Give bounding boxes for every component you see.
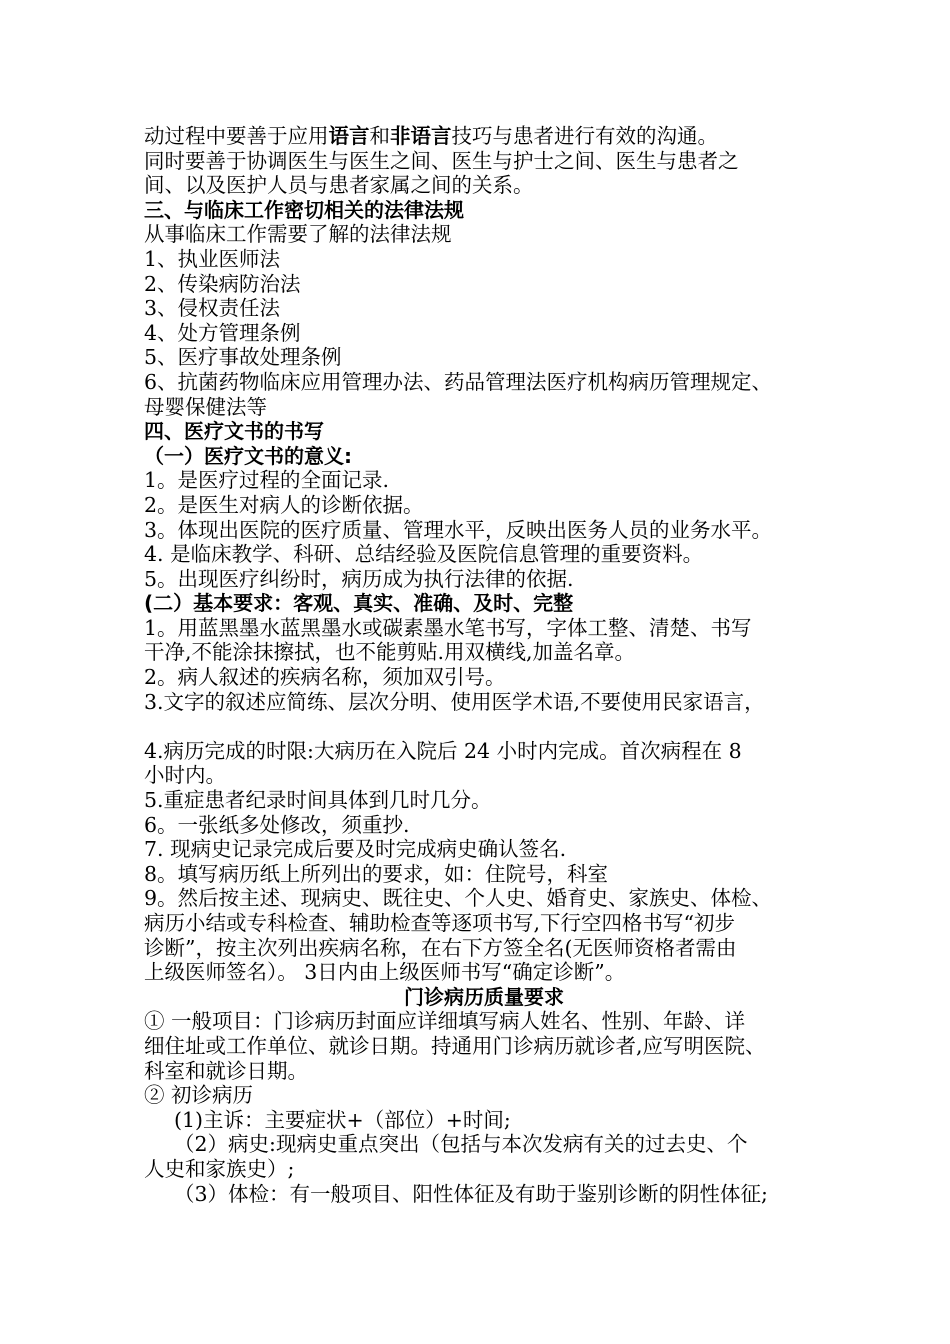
indented-item: （2）病史:现病史重点突出（包括与本次发病有关的过去史、个: [174, 1132, 748, 1157]
list-item: 5、医疗事故处理条例: [144, 345, 342, 370]
list-item: 母婴保健法等: [144, 394, 267, 419]
list-item: 1、执业医师法: [144, 246, 281, 271]
paragraph-line: 细住址或工作单位、就诊日期。持通用门诊病历就诊者,应写明医院、: [144, 1033, 766, 1058]
paragraph-line: 人史和家族史）;: [144, 1156, 295, 1181]
section-title-centered: 门诊病历质量要求: [404, 984, 564, 1009]
list-item: 9。然后按主述、现病史、既往史、个人史、婚育史、家族史、体检、: [144, 886, 773, 911]
list-item: 3。体现出医院的医疗质量、管理水平，反映出医务人员的业务水平。: [144, 517, 773, 542]
text-run: 动过程中要善于应用: [144, 124, 329, 148]
section-heading: 三、与临床工作密切相关的法律法规: [144, 197, 464, 222]
list-item: 7. 现病史记录完成后要及时完成病史确认签名.: [144, 837, 567, 862]
list-item: 3.文字的叙述应简练、层次分明、使用医学术语,不要使用民家语言，: [144, 689, 765, 714]
list-item: 4.病历完成的时限:大病历在入院后 24 小时内完成。首次病程在 8: [144, 738, 742, 763]
bold-term: 语言: [328, 124, 370, 148]
paragraph-line: [144, 124, 824, 149]
list-item: 4. 是临床教学、科研、总结经验及医院信息管理的重要资料。: [144, 542, 704, 567]
subsection-heading: （一）医疗文书的意义:: [144, 443, 352, 468]
paragraph-line: ① 一般项目：门诊病历封面应详细填写病人姓名、性别、年龄、详: [144, 1009, 746, 1034]
list-item: 6。一张纸多处修改，须重抄.: [144, 812, 410, 837]
list-item: 诊断”，按主次列出疾病名称，在右下方签全名(无医师资格者需由: [144, 935, 737, 960]
indented-item: （3）体检：有一般项目、阳性体征及有助于鉴别诊断的阴性体征;: [174, 1181, 768, 1206]
indented-item: (1)主诉：主要症状+（部位）+时间;: [174, 1107, 511, 1132]
text-run: 和: [369, 124, 390, 148]
document-page: [144, 124, 824, 1206]
list-item: 病历小结或专科检查、辅助检查等逐项书写,下行空四格书写“初步: [144, 911, 735, 935]
list-item: 2、传染病防治法: [144, 271, 301, 296]
paragraph-line: 科室和就诊日期。: [144, 1058, 308, 1083]
list-item: 4、处方管理条例: [144, 320, 301, 345]
paragraph-line: 间、以及医护人员与患者家属之间的关系。: [144, 173, 534, 198]
list-item: 干净,不能涂抹擦拭，也不能剪贴.用双横线,加盖名章。: [144, 640, 636, 665]
list-item: 5.重症患者纪录时间具体到几时几分。: [144, 788, 492, 813]
list-item: 1。是医疗过程的全面记录.: [144, 468, 390, 493]
list-item: 6、抗菌药物临床应用管理办法、药品管理法医疗机构病历管理规定、: [144, 369, 773, 394]
section-heading: 四、医疗文书的书写: [144, 419, 324, 444]
text-run: 技巧与患者进行有效的沟通。: [451, 124, 718, 148]
subsection-heading: (二）基本要求：客观、真实、准确、及时、完整: [144, 591, 574, 616]
list-item: 2。病人叙述的疾病名称，须加双引号。: [144, 665, 506, 690]
bold-term: 非语言: [390, 124, 452, 148]
list-item: 5。出现医疗纠纷时，病历成为执行法律的依据.: [144, 566, 574, 591]
paragraph-line: 同时要善于协调医生与医生之间、医生与护士之间、医生与患者之: [144, 148, 739, 173]
blank-line: [144, 714, 824, 739]
list-item: 8。填写病历纸上所列出的要求，如：住院号，科室: [144, 861, 609, 886]
list-item: 小时内。: [144, 763, 226, 788]
section-intro: 从事临床工作需要了解的法律法规: [144, 222, 452, 247]
list-item: 3、侵权责任法: [144, 296, 281, 321]
list-item: 1。用蓝黑墨水蓝黑墨水或碳素墨水笔书写，字体工整、清楚、书写: [144, 615, 752, 640]
list-item: 上级医师签名）。 3日内由上级医师书写“确定诊断”。: [144, 960, 626, 985]
list-item: 2。是医生对病人的诊断依据。: [144, 492, 424, 517]
paragraph-line: ② 初诊病历: [144, 1083, 254, 1108]
